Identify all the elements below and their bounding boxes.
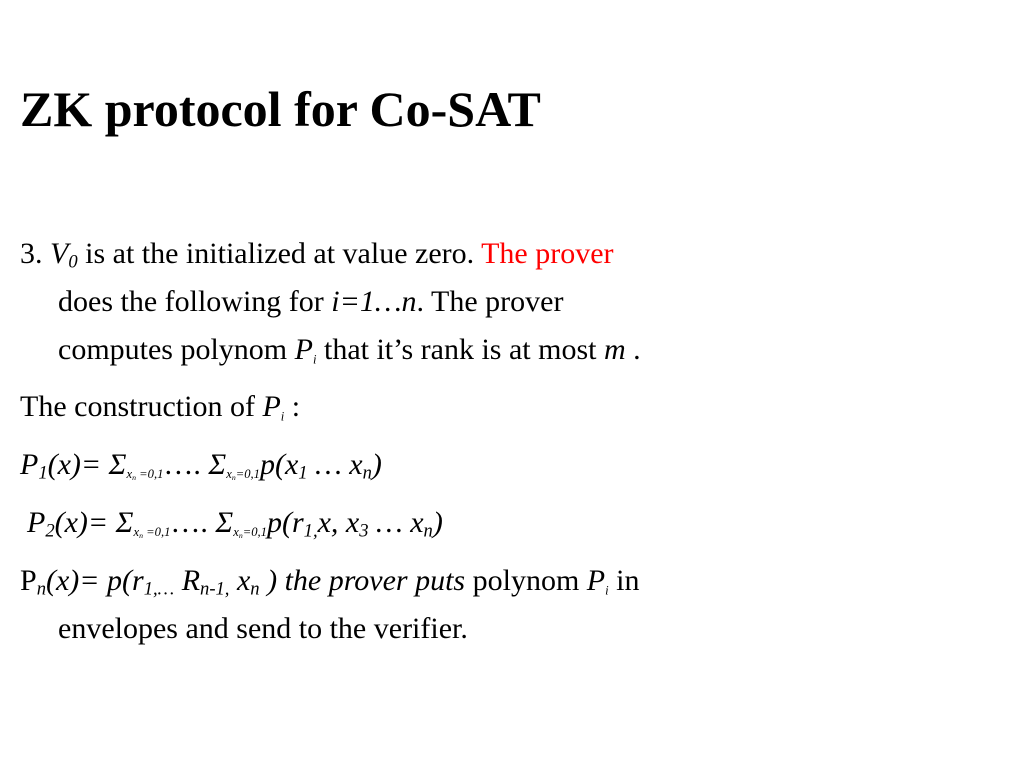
pn-formula <box>20 563 639 599</box>
p2-body3-sub: n <box>423 520 433 542</box>
item3-text3: . The prover <box>416 285 564 318</box>
item3-text6: . <box>625 333 641 366</box>
item3-line3 <box>58 332 641 368</box>
p-subscript: i <box>605 583 609 598</box>
p-subscript: i <box>312 352 317 367</box>
sum-index-rest: =0,1 <box>143 525 171 540</box>
sigma-symbol: Σ <box>108 448 127 481</box>
sigma-symbol: Σ <box>208 448 227 481</box>
item3-line1 <box>20 236 614 272</box>
p1-body2-sub: n <box>362 462 372 484</box>
sum-index-rest: =0,1 <box>235 467 260 482</box>
p1-body1: p(x <box>259 448 299 481</box>
p2-body4: ) <box>432 506 443 539</box>
v-subscript: 0 <box>68 251 78 273</box>
index-range: i=1…n <box>331 285 417 318</box>
p1-lhs-rest: (x)= <box>47 448 109 481</box>
sigma-symbol: Σ <box>215 506 234 539</box>
p2-body1-sub: 1, <box>303 520 318 542</box>
pn-body2-sub: n-1, <box>200 578 230 600</box>
pn-body1: p(r <box>107 564 144 597</box>
p1-body1-sub: 1 <box>298 462 308 484</box>
construction-text: The construction of <box>20 390 263 423</box>
p1-body3: ) <box>371 448 382 481</box>
pn-body3-sub: n <box>250 578 260 600</box>
p1-formula <box>20 447 382 483</box>
slide-title: ZK protocol for Co-SAT <box>20 81 541 137</box>
p-subscript: i <box>280 409 285 424</box>
p1-body2: … x <box>307 448 363 481</box>
v-symbol: V <box>50 237 69 270</box>
p-symbol: P <box>294 333 313 366</box>
pn-body3: x <box>229 564 251 597</box>
sum-index-rest: =0,1 <box>136 467 164 482</box>
p1-lhs-sub: 1 <box>38 462 48 484</box>
p2-formula <box>27 505 443 541</box>
sum-index-rest: =0,1 <box>242 525 267 540</box>
sum-index: x <box>226 467 232 482</box>
ellipsis: …. <box>163 448 209 481</box>
item3-text4: computes polynom <box>58 333 295 366</box>
pn-lhs: P <box>20 564 37 597</box>
p2-body2-sub: 3 <box>359 520 369 542</box>
m-symbol: m <box>603 333 626 366</box>
p-symbol: P <box>262 390 281 423</box>
sum-index: x <box>133 525 140 540</box>
item3-text2: does the following for <box>58 285 332 318</box>
pn-body2: R <box>174 564 201 597</box>
pn-lhs-rest: (x)= <box>45 564 108 597</box>
p2-lhs: P <box>27 506 46 539</box>
prover-highlight: The prover <box>481 237 614 270</box>
sum-index: x <box>233 525 239 540</box>
sum-index-sub: n <box>238 531 243 541</box>
pn-line2: envelopes and send to the verifier. <box>58 612 468 645</box>
pn-text1: polynom <box>465 564 587 597</box>
item3-text5: that it’s rank is at most <box>316 333 604 366</box>
sum-index-sub: n <box>231 473 236 483</box>
item3-text1: is at the initialized at value zero. <box>77 237 482 270</box>
item3-line2 <box>58 284 563 320</box>
pn-body4: ) the prover puts <box>259 564 466 597</box>
p1-lhs: P <box>20 448 39 481</box>
construction-line <box>20 389 300 425</box>
ellipsis: …. <box>170 506 216 539</box>
sum-index-sub: n <box>132 473 136 483</box>
sum-index: x <box>126 467 133 482</box>
p2-lhs-sub: 2 <box>45 520 55 542</box>
pn-body1-sub: 1,… <box>143 578 175 600</box>
item3-number: 3. <box>20 237 43 270</box>
sigma-symbol: Σ <box>115 506 134 539</box>
sum-index-sub: n <box>139 531 143 541</box>
p2-body2: x, x <box>317 506 360 539</box>
pn-lhs-sub: n <box>36 578 46 600</box>
p-symbol: P <box>586 564 606 597</box>
p2-body1: p(r <box>266 506 304 539</box>
pn-text2: in <box>608 564 640 597</box>
p2-lhs-rest: (x)= <box>54 506 116 539</box>
construction-colon: : <box>284 390 301 423</box>
p2-body3: … x <box>368 506 424 539</box>
